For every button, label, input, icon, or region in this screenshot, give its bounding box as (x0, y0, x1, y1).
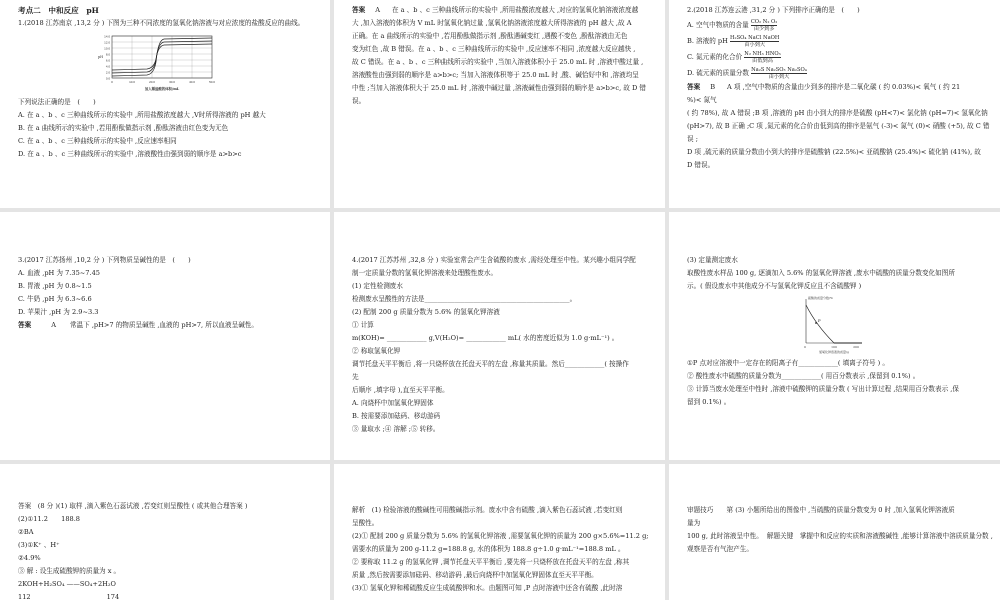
analysis-line: 质量 ,然后按需要添加砝码、移动游码 ,最后向烧杯中加氢氧化钾固体直至天平平衡。 (352, 571, 598, 579)
graph-ylabel: 硫酸的质量分数/% (807, 296, 833, 300)
explanation-line: ( 约 78%), 故 A 错误 ;B 项 ,溶液的 pH 由小到大的排序是硫酸 (pH<7)< 氯化钠 (pH=7)< 氢氧化钠 (687, 109, 988, 117)
explanation-line: 正确。在 a 曲线所示的实验中 ,若用酚酞做指示剂 ,酚酞遇碱变红 ,遇酸不变色 ,酚酞溶液由无色 (352, 32, 628, 40)
answer-line: (3)①K⁺ 、H⁺ (18, 541, 60, 549)
tip-line: 量为 (687, 519, 701, 527)
subquestion-line: (1) 定性检测废水 (352, 282, 403, 290)
explanation-line: D 错误。 (687, 161, 715, 169)
analysis-line: 呈酸性。 (352, 519, 379, 527)
xtick-label: 50.0 (209, 80, 215, 84)
chart-frame (112, 36, 212, 78)
explanation-line: 大 ,加入溶液的体积为 V mL 时氢氧化钠过量 ,氢氧化钠溶液浓度越大所得溶液的 pH 越大 ,故 A (352, 19, 632, 27)
option-b-order (730, 35, 779, 48)
answer-choice: A (51, 321, 56, 329)
x-tick-label: 200 (852, 345, 859, 349)
option-b: B. 胃液 ,pH 为 0.8~1.5 (18, 282, 92, 290)
chart-grid (112, 36, 212, 78)
answer-line: ③ 解 : 设生成硫酸钾的质量为 x 。 (18, 567, 121, 575)
subquestion-line: (3) 定量测定废水 (687, 256, 738, 264)
subquestion-line: ③ 计算当废水处理至中性时 ,溶液中硫酸钾的质量分数 ( 写出计算过程 ,结果用百分数表示 ,保 (687, 385, 959, 393)
mass-koh: 112 (18, 593, 31, 600)
tip-text: 100 g, 此时溶液呈中性。 (687, 532, 763, 540)
question-1-lead: 下列说法正确的是 ( ) (18, 98, 96, 106)
equation-masses (18, 591, 316, 600)
analysis-line: (2)① 配制 200 g 质量分数为 5.6% 的氢氧化钾溶液 ,需要氢氧化钾的质量为 200 g×5.6%=11.2 g; (352, 532, 649, 540)
ytick-label: 12.0 (104, 40, 110, 45)
sulfuric-acid-fraction-graph (792, 295, 882, 355)
titration-curve-chart (92, 32, 242, 94)
subquestion-line: ② 酸性废水中硫酸的质量分数为____________( 用百分数表示 ,保留到 0.1%) 。 (687, 372, 920, 380)
explanation-line: D 项 ,硫元素的质量分数由小到大的排序是硫酸钠 (22.5%)< 亚硫酸钠 (25.4%)< 硫化钠 (41%), 故 (687, 148, 981, 156)
option-a: A. 在 a 、b 、c 三种曲线所示的实验中 ,所用盐酸浓度越大 ,V时所得溶液的 pH 越大 (18, 111, 266, 119)
order-sequence: N₂ NH₃ HNO₃ (744, 50, 781, 57)
question-4-stem-cont: 制一定质量分数的氢氧化钾溶液来处理酸性废水。 (352, 269, 498, 277)
option-c-text: C. 氮元素的化合价 (687, 53, 743, 61)
page-panel-7 (0, 464, 330, 600)
x-tick-label: 0 (803, 345, 806, 349)
option-a: A. 血液 ,pH 为 7.35~7.45 (18, 269, 100, 277)
ytick-label: 10.0 (104, 46, 110, 51)
fraction-curve (806, 305, 834, 343)
answer-line (18, 319, 316, 332)
explanation-line: 误 ; (687, 135, 698, 143)
explanation-line: %)< 氮气 (687, 96, 717, 104)
page-panel-9 (669, 464, 1000, 600)
subquestion-line: ③ 量取水 ;④ 溶解 ;⑤ 转移。 (352, 425, 440, 433)
explanation-line: 误。 (352, 97, 366, 105)
chart-ylabel: pH (98, 55, 104, 59)
page-panel-5 (334, 212, 665, 460)
option-c: C. 牛奶 ,pH 为 6.3~6.6 (18, 295, 92, 303)
explanation-line: 故 C 错误。在 a 、b 、c 三种曲线所示的实验中 ,当加入溶液体积小于 25.0 mL 时 ,溶液中酸过量 , (352, 58, 644, 66)
xtick-label: 20.0 (149, 80, 155, 84)
page-panel-6 (669, 212, 1000, 460)
question-2-stem: 2.(2018 江苏连云港 ,31,2 分 ) 下列排序正确的是 ( ) (687, 6, 860, 14)
curve-a (112, 38, 212, 76)
subquestion-line: ①P 点对应溶液中一定存在的阳离子有____________( 填离子符号 ) 。 (687, 359, 889, 367)
key-point-text: 解题关键 掌握中和反应的实质和溶液酸碱性 ,能够计算溶液中溶质质量分数 , (766, 532, 993, 540)
subquestion-line: 取酸性废水样品 100 g, 逐滴加入 5.6% 的氢氧化钾溶液 ,废水中硫酸的质量分数变化如图所 (687, 269, 955, 277)
page-panel-4 (0, 212, 330, 460)
order-sequence: CO₂ N₂ O₂ (750, 18, 778, 25)
tip-line (687, 530, 993, 543)
explanation-text: 常温下 ,pH>7 的物质呈碱性 ,血液的 pH>7, 所以血液呈碱性。 (69, 321, 258, 329)
ytick-label: 0.0 (105, 76, 110, 81)
analysis-line: 解析 (1) 检验溶液的酸碱性可用酸碱指示剂。废水中含有硫酸 ,滴入紫色石蕊试液 ,若变红则 (352, 506, 623, 514)
explanation-line: 溶液酸性由强到弱的顺序是 a>b>c; 当加入溶液体积等于 25.0 mL 时 ,酸、碱恰好中和 ,溶液均呈 (352, 71, 639, 79)
explanation-line: 变为红色 ,故 B 错误。在 a 、b 、c 三种曲线所示的实验中 ,反应速率不相同 ,浓度越大反应越快 , (352, 45, 636, 53)
page-panel-1 (0, 0, 330, 208)
subquestion-line: 后顺序 ,填字母 ),直至天平平衡。 (352, 386, 449, 394)
tip-line: 审题技巧 第 (3) 小题所给出的图像中 ,当硫酸的质量分数变为 0 时 ,加入氢氧化钾溶液质 (687, 506, 955, 514)
option-d: D. 苹果汁 ,pH 为 2.9~3.3 (18, 308, 99, 316)
question-4-stem: 4.(2017 江苏苏州 ,32,8 分 ) 实验室常会产生含硫酸的废水 ,需经处理至中性。某兴趣小组同学配 (352, 256, 636, 264)
subquestion-line: 检测废水呈酸性的方法是____________________________________________。 (352, 295, 577, 303)
order-direction: 由少到多 (751, 25, 778, 32)
choice-a: A. 向烧杯中加氢氧化钾固体 (352, 399, 434, 407)
page-panel-8 (334, 464, 665, 600)
mass-k2so4: 174 (106, 593, 120, 600)
equation-line: 2KOH+H₂SO₄ ——SO₄+2H₂O (18, 580, 116, 588)
explanation-text: 在 a 、b 、c 三种曲线所示的实验中 ,所用盐酸浓度越大 ,对应的氢氧化钠溶液浓度越 (391, 6, 639, 14)
xtick-label: 0 (111, 80, 113, 84)
ytick-label: 2.0 (105, 70, 110, 75)
answer-label: 答案 (352, 6, 366, 14)
page-panel-3 (669, 0, 1000, 208)
option-c (687, 49, 986, 65)
answer-line-1 (352, 4, 651, 17)
answer-line: ②4.9% (18, 554, 41, 562)
subquestion-line: 先 (352, 373, 359, 381)
option-a-order (751, 19, 778, 32)
answer-line: 答案 (8 分 )(1) 取样 ,滴入紫色石蕊试液 ,若变红则呈酸性 ( 或其他合理答案 ) (18, 502, 248, 510)
order-sequence: H₂SO₄ NaCl NaOH (730, 34, 780, 41)
analysis-line: 需要水的质量为 200 g-11.2 g=188.8 g, 水的体积为 188.8 g÷1.0 g·mL⁻¹=188.8 mL 。 (352, 545, 625, 553)
xtick-label: 40.0 (189, 80, 195, 84)
order-direction: 由小到大 (730, 41, 779, 48)
explanation-line: (pH>7), 故 B 正确 ;C 项 ,氮元素的化合价由低到高的排序是氨气 (-3)< 氮气 (0)< 硝酸 (+5), 故 C 错 (687, 122, 990, 130)
option-b: B. 在 a 曲线所示的实验中 ,若用酚酞做指示剂 ,酚酞溶液由红色变为无色 (18, 124, 229, 132)
order-direction: 由小到大 (751, 73, 807, 80)
explanation-text: A 项 ,空气中物质的含量由少到多的排序是二氧化碳 ( 约 0.03%)< 氧气 ( 约 21 (727, 83, 961, 91)
subquestion-line: 示。( 假设废水中其他成分不与氢氧化钾反应且不含硫酸钾 ) (687, 282, 862, 290)
ytick-label: 8.0 (105, 52, 110, 57)
option-a (687, 17, 986, 33)
subquestion-line: (2) 配制 200 g 质量分数为 5.6% 的氢氧化钾溶液 (352, 308, 500, 316)
x-tick-label: 100 (830, 345, 837, 349)
analysis-line: ② 要称取 11.2 g 的氢氧化钾 ,调节托盘天平平衡后 ,要先将一只烧杯放在托盘天平的左盘 ,称其 (352, 558, 630, 566)
option-a-text: A. 空气中物质的含量 (687, 21, 749, 29)
question-1-stem: 1.(2018 江苏南京 ,13,2 分 ) 下图为三种不同浓度的氢氧化钠溶液与对应浓度的盐酸反应的曲线。 (18, 19, 305, 27)
point-p-marker (815, 322, 817, 324)
option-d-text: D. 硫元素的质量分数 (687, 69, 749, 77)
option-b-text: B. 溶液的 pH (687, 37, 728, 45)
page-panel-2 (334, 0, 665, 208)
answer-choice: A (375, 6, 380, 14)
ytick-label: 6.0 (105, 58, 110, 63)
option-d-order (751, 67, 807, 80)
section-title: 考点二 中和反应 pH (18, 6, 99, 15)
option-d (687, 65, 986, 81)
explanation-line: 中性 ;当加入溶液体积大于 25.0 mL 时 ,溶液中碱过量 ,溶液碱性由强到弱的顺序是 a>b>c, 故 D 错 (352, 84, 646, 92)
subquestion-line: 调节托盘天平平衡后 ,将一只烧杯放在托盘天平的左盘 ,称量其质量。然后____________( 按操作 (352, 360, 629, 368)
analysis-line: (3)① 氢氧化钾和稀硫酸反应生成硫酸钾和水。由题图可知 ,P 点时溶液中还含有硫酸 ,此时溶 (352, 584, 623, 592)
subquestion-line: ① 计算 (352, 321, 374, 329)
subquestion-line: 留到 0.1%) 。 (687, 398, 731, 406)
option-b (687, 33, 986, 49)
option-c: C. 在 a 、b 、c 三种曲线所示的实验中 ,反应速率相同 (18, 137, 177, 145)
graph-xlabel: 氢氧化钾溶液的质量/g (818, 350, 849, 354)
answer-line: ②BA (18, 528, 34, 536)
option-c-order (744, 51, 780, 64)
answer-choice: B (710, 83, 716, 91)
subquestion-line: m(KOH)= ____________ g,V(H₂O)= ____________ mL( 水的密度近似为 1.0 g·mL⁻¹) 。 (352, 334, 619, 342)
xtick-label: 30.0 (169, 80, 175, 84)
option-d: D. 在 a 、b 、c 三种曲线所示的实验中 ,溶液酸性由强到弱的顺序是 a>b>c (18, 150, 242, 158)
tip-line: 观察是否有气泡产生。 (687, 545, 753, 553)
answer-line (687, 81, 986, 94)
answer-label: 答案 (687, 83, 701, 91)
order-direction: 由低到高 (744, 57, 780, 64)
question-3-stem: 3.(2017 江苏扬州 ,10,2 分 ) 下列物质呈碱性的是 ( ) (18, 256, 191, 264)
order-sequence: Na₂S Na₂SO₃ Na₂SO₄ (751, 66, 807, 73)
chart-xlabel: 加入稀盐酸的体积/mL (144, 87, 180, 91)
answer-line: (2)①11.2 188.8 (18, 515, 80, 523)
xtick-label: 10.0 (129, 80, 135, 84)
ytick-label: 4.0 (105, 64, 110, 69)
answer-label: 答案 (18, 321, 32, 329)
point-p-label: P (817, 318, 821, 323)
choice-b: B. 按需要添加砝码、移动游码 (352, 412, 441, 420)
ytick-label: 14.0 (104, 34, 110, 39)
subquestion-line: ② 称取氢氧化钾 (352, 347, 401, 355)
